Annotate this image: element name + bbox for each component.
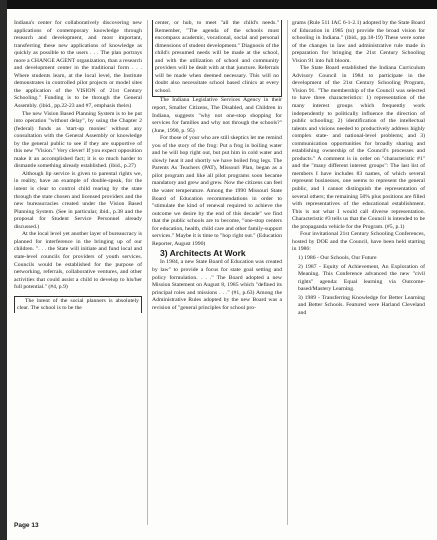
text-column-3 xyxy=(292,20,425,318)
column-rule xyxy=(147,20,148,525)
column-rule xyxy=(287,20,288,525)
paragraph: Indiana's center for collaboratively discovering new applications of contemporary knowledge through research and development, and most important, transferring these new applications of knowledge as quickly as possible to the users . . . The plan portrays more a CHANGE AGENT organization, than a research and development center in the traditional form . . . Where students learn, at the local level, the Institute demonstrates in controlled pilot projects or model sites the application of the VISION of 21st Century Schooling." Funding is to be through the General Assembly. (ibid., pp.22-23 and #7, emphasis theirs) xyxy=(14,20,142,110)
section-heading: 3) Architects At Work xyxy=(160,248,246,259)
boxed-callout-end xyxy=(152,20,282,97)
paragraph: In 1984, a new State Board of Education was created by law" to provide a focus for state goal setting and policy formulation. . . ." The Board adopted a new Mission Statement on August 8, 1985 which "defined its principal roles and missions . . ." (#1, p.63) Among the Administrative Rules adopted by the new Board was a revision of "general principles for school pro- xyxy=(152,259,282,311)
paragraph: Four invitational 21st Century Schooling Conferences, hosted by DOE and the Council, have been held starting in 1986: xyxy=(292,231,425,253)
paragraph: The State Board established the Indiana Curriculum Advisory Council in 1984 to participate in the development of the 21st Century Schooling Program, Vision 91. "The membership of the Council was selected to have three characteristics: 1) representation of the many interest groups which frequently work independently to politically influence the direction of public schooling; 2) identification of the intellectual talents and visions needed to productively address highly complex state- and national-level problems; and 3) communication opportunities for broadly sharing and establishing ownership of the Council's processes and products." A comment is in order on "characteristic #1" and the "many different interest groups": The last list of members I have includes 83 names, of which several represent businesses, one seems to represent the general public, and I cannot distinguish the representation of several others; the remaining 50% plus positions are filled with representatives of the educational establishment. This is not what I would call diverse representation. Characteristic #3 tells us that the Council is intended to be the propaganda vehicle for the Program. (#5, p.1) xyxy=(292,65,425,230)
text-column-1 xyxy=(14,20,142,313)
text-column-2 xyxy=(152,20,282,312)
scan-edge-top xyxy=(0,0,437,9)
paragraph: The new Vision Based Planning System is to be put into operation "without delay", by using the Chapter 2 (federal) funds as 'start-up monies' without any consultation with the General Assembly or knowledge by the general public to see if they are supportive of this new "Vision." Very clever! If you expect opposition make it an accomplished fact; it is so much harder to dismantle something already established. (ibid., p.27) xyxy=(14,110,142,170)
list-item: 3) 1989 - Transferring Knowledge for Better Learning and Better Schools. Featured were Harland Cleveland and xyxy=(298,294,425,316)
list-item: 2) 1987 - Equity of Achievement, An Exploration of Meaning. This Conference advanced the new "civil rights" agenda: Equal learning via Outcome-based/Mastery Learning. xyxy=(298,263,425,293)
paragraph: center, or hub, to meet "all the child's needs." Remember, "The agenda of the schools must encompass academic, vocational, social and personal dimensions of student development." Diagnosis of the child's presumed needs will be made at the school, and with the utilization of school and community providers will be dealt with at that juncture. Referrals will be made when deemed necessary. This will no doubt also necessitate school based clinics at every school. xyxy=(155,20,279,94)
scan-edge-left xyxy=(0,0,7,540)
paragraph: The Indiana Legislative Services Agency in their report, Smaller Citizens, The Disabled, and Children in Indiana, suggests "why not one-stop shopping for services for families and why not through the schools?" (June, 1990, p. 95) xyxy=(152,97,282,134)
paragraph: At the local level yet another layer of bureaucracy is planned for interference in the bringing up of our children. ". . . the State will initiate and fund local and state-level councils for providers of youth services. Councils would be established for the purpose of networking, referrals, collaborative ventures, and other activities that could assist a child to develop to his/her full potential." (#4, p.9) xyxy=(14,231,142,291)
paragraph: grams (Rule 511 IAC 6-1-2.1) adopted by the State Board of Education in 1985 (to) provide the broad vision for schooling in Indiana." (ibid., pp.18-19) These were some of the changes in law and administrative rule made in preparation for bringing the 21st Century Schooling Vision 91 into full bloom. xyxy=(292,20,425,64)
boxed-callout-start xyxy=(14,296,142,313)
page-number: Page 13 xyxy=(14,522,39,529)
paragraph: Although lip service is given to parental rights we, in reality, have an example of double-speak, for the intent is clear to control child rearing by the state through the state chosen and licensed providers and the new bureaucracies created under the Vision Based Planning System. (See in particular, ibid., p.38 and the proposal for Student Service Personnel already discussed.) xyxy=(14,170,142,230)
list-item: 1) 1986 - Our Schools, Our Future xyxy=(298,254,377,261)
paragraph: For those of your who are still skeptics let me remind you of the story of the frog: Put a frog in boiling water and he will hop right out, but put him in cold water and slowly heat it and shortly we have boiled frog legs. The Parents As Teachers (PAT), Missouri Plan, began as a pilot program and like all pilot programs soon became mandatory and grew and grew. Now the citizens can feel the water temperature. Among the 1990 Missouri State Board of Education recommendations in order to "stimulate the kind of renewal required to achieve the outcome we desire by the end of this decade" we find that the public schools are to become, "one-stop centers for education, health, child care and other family-support services." Maybe it is time to "hop right out." (Education Reporter, August 1990) xyxy=(152,135,282,247)
paragraph: The intent of the social planners is absolutely clear. The school is to be the xyxy=(17,297,139,312)
